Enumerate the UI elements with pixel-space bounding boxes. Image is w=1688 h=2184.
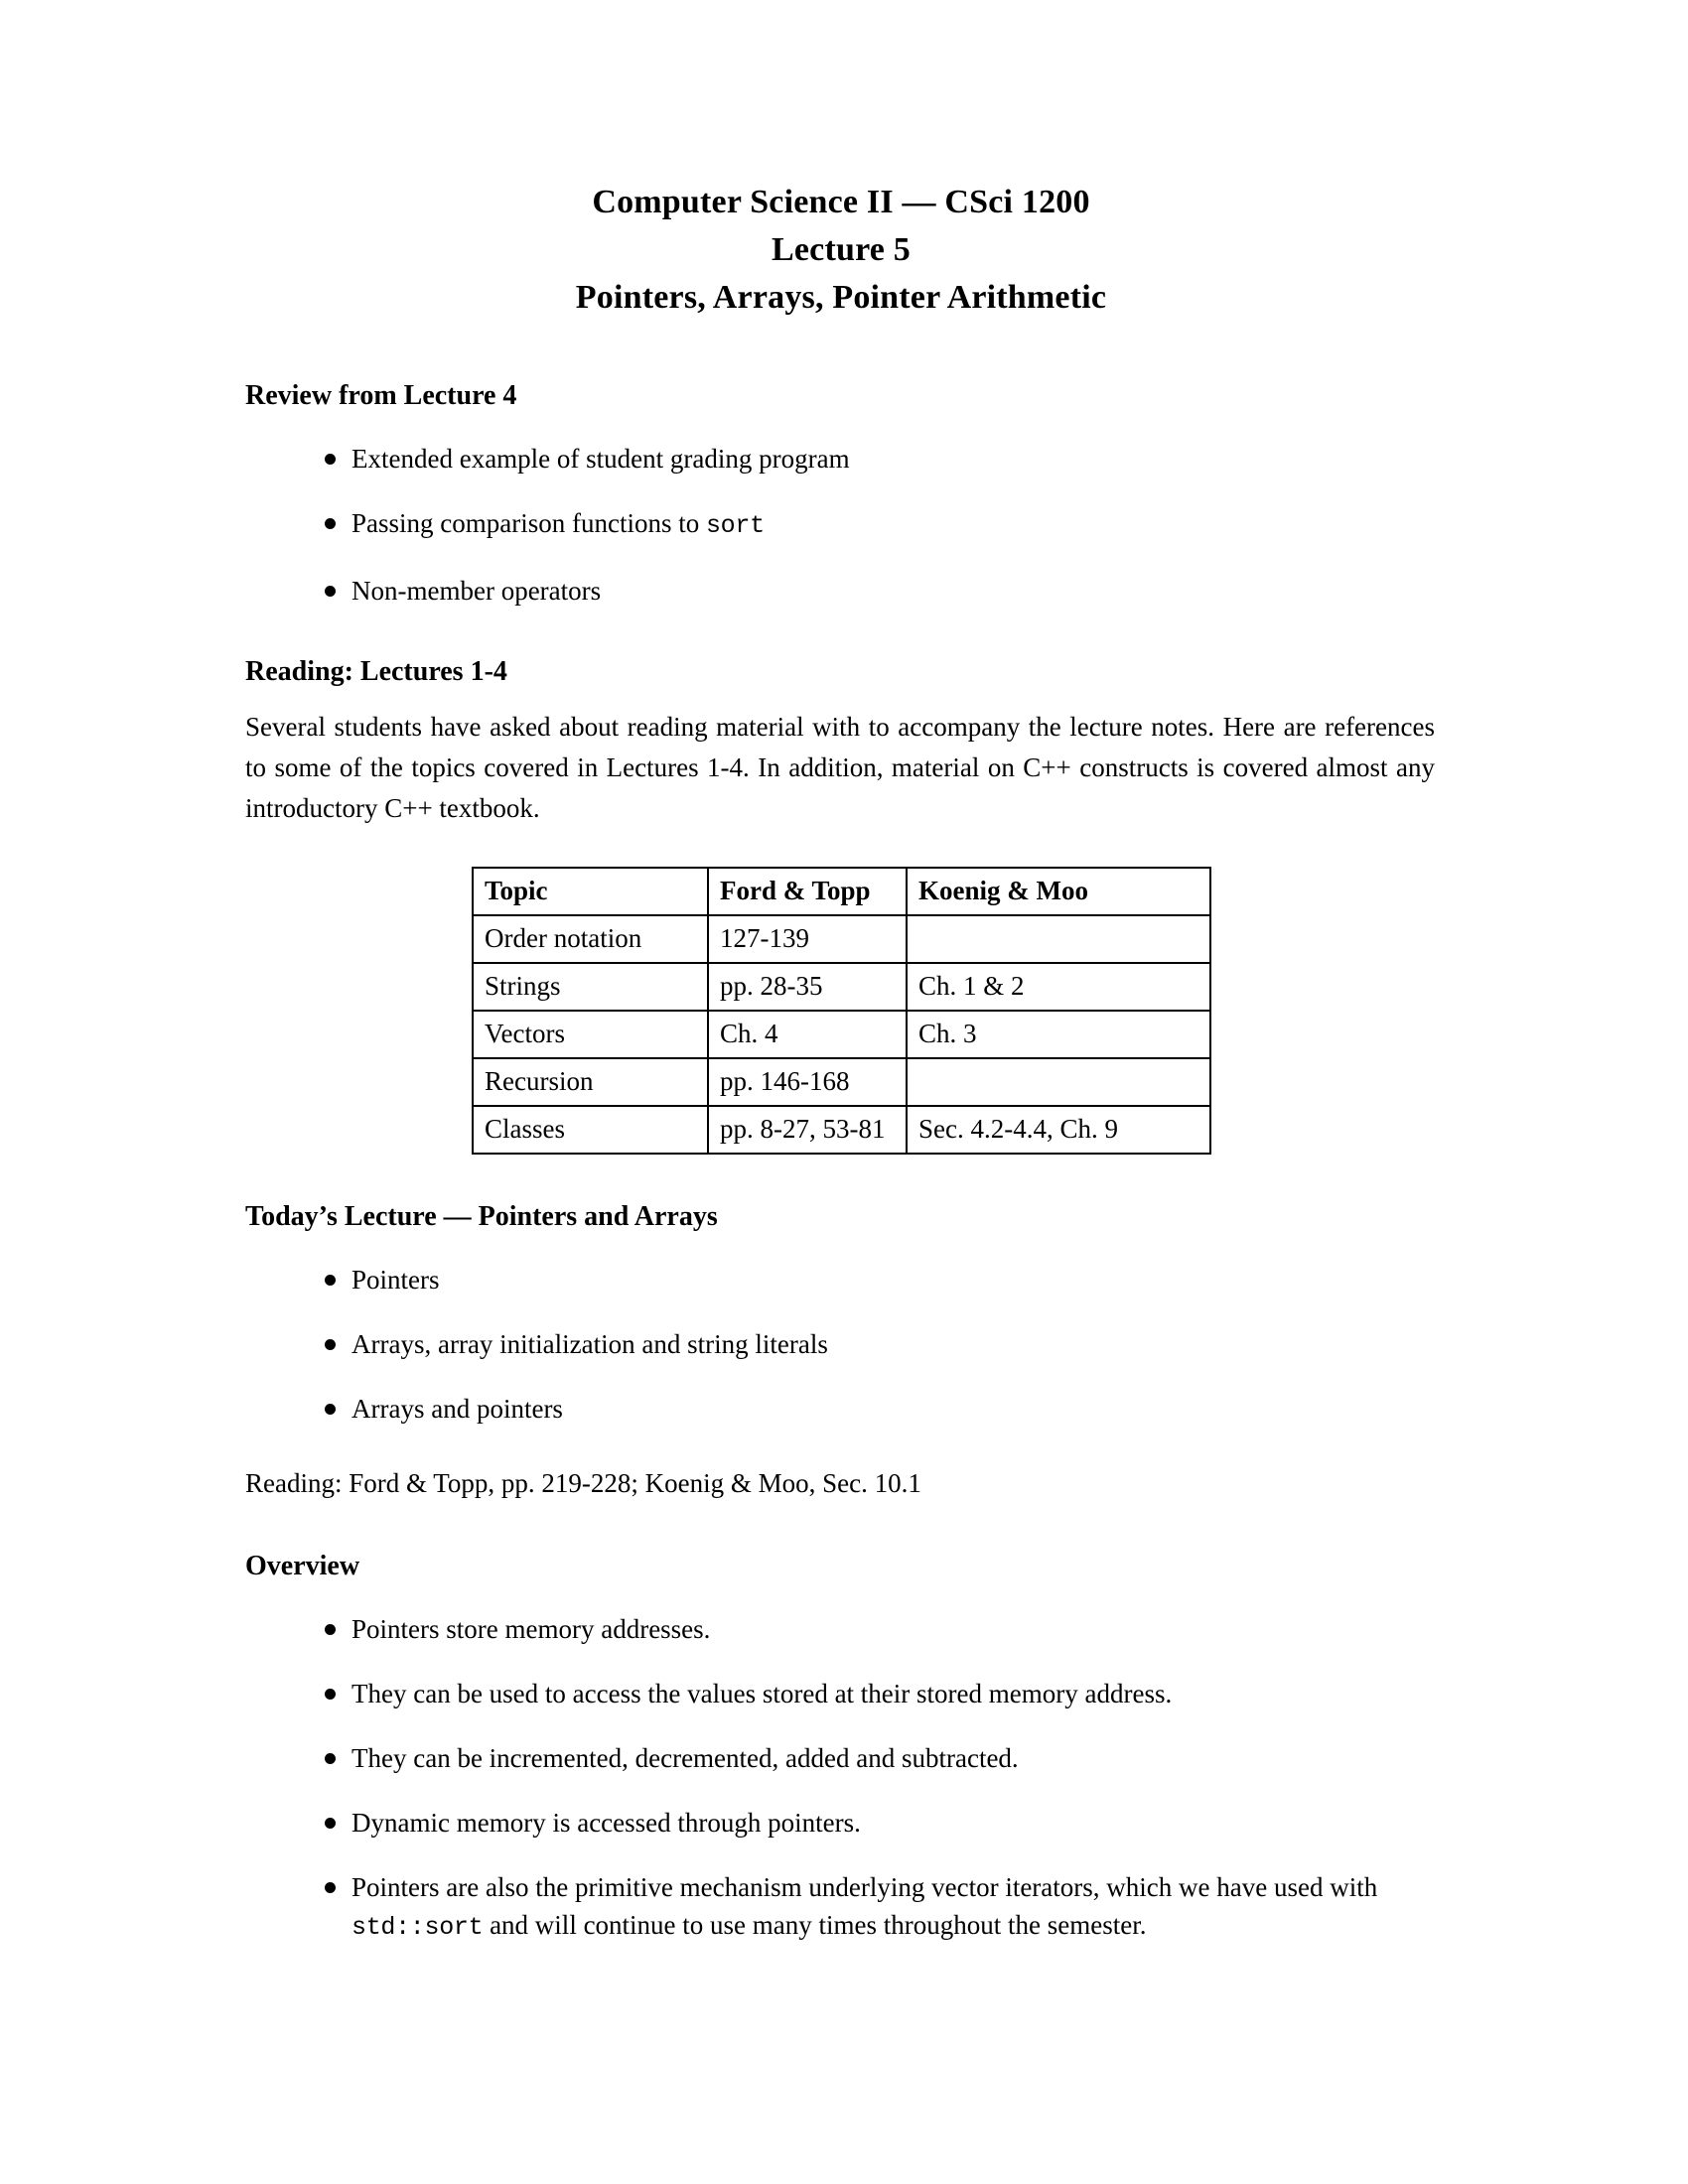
table-header-koenig-moo: Koenig & Moo <box>907 868 1210 915</box>
today-bullet-list <box>245 1261 1437 1428</box>
title-line-1: Computer Science II — CSci 1200 <box>592 184 1090 220</box>
bullet-dot-icon <box>325 1882 336 1893</box>
table-cell-ford-topp: pp. 28-35 <box>708 963 907 1011</box>
title-line-3: Pointers, Arrays, Pointer Arithmetic <box>575 279 1107 316</box>
heading-todays-lecture: Today’s Lecture — Pointers and Arrays <box>245 1201 718 1232</box>
table-cell-koenig-moo: Sec. 4.2-4.4, Ch. 9 <box>907 1106 1210 1154</box>
table-cell-topic: Classes <box>473 1106 708 1154</box>
table-cell-ford-topp: pp. 8-27, 53-81 <box>708 1106 907 1154</box>
list-item <box>245 1804 1437 1842</box>
table-row <box>473 963 1210 1011</box>
today-reading-line: Reading: Ford & Topp, pp. 219-228; Koenig & Moo, Sec. 10.1 <box>245 1468 921 1498</box>
list-item <box>245 440 1437 478</box>
inline-code: std::sort <box>352 1913 484 1942</box>
heading-overview: Overview <box>245 1551 360 1581</box>
bullet-dot-icon <box>325 1275 336 1286</box>
table-header-row <box>473 868 1210 915</box>
bullet-dot-icon <box>325 454 336 465</box>
list-item <box>245 1390 1437 1428</box>
list-item <box>245 1610 1437 1648</box>
document-content <box>245 179 1437 1947</box>
reading-paragraph: Several students have asked about reading material with to accompany the lecture notes. Here are references to some of the topics covered in Lectures 1-4. In addition, material on C++ constructs is covered almost any introductory C++ textbook. <box>245 712 1435 823</box>
table-cell-topic: Order notation <box>473 915 708 963</box>
list-item-label: Pointers <box>352 1265 440 1295</box>
table-row <box>473 1058 1210 1106</box>
table-cell-koenig-moo: Ch. 3 <box>907 1011 1210 1058</box>
table-row <box>473 1106 1210 1154</box>
table-cell-ford-topp: pp. 146-168 <box>708 1058 907 1106</box>
table-cell-topic: Vectors <box>473 1011 708 1058</box>
list-item-label: Pointers store memory addresses. <box>352 1614 711 1644</box>
list-item-label: Extended example of student grading program <box>352 444 850 474</box>
bullet-dot-icon <box>325 1818 336 1829</box>
list-item <box>245 572 1437 610</box>
table-header-ford-topp: Ford & Topp <box>708 868 907 915</box>
reading-reference-table <box>472 867 1211 1155</box>
document-title-block <box>245 179 1437 322</box>
review-bullet-list <box>245 440 1437 610</box>
table-cell-koenig-moo <box>907 1058 1210 1106</box>
bullet-dot-icon <box>325 586 336 597</box>
bullet-dot-icon <box>325 1689 336 1700</box>
list-item-label: They can be used to access the values stored at their stored memory address. <box>352 1679 1173 1708</box>
bullet-dot-icon <box>325 1624 336 1635</box>
bullet-dot-icon <box>325 1339 336 1350</box>
list-item-label: Pointers are also the primitive mechanism underlying vector iterators, which we have used with std::sort and will continue to use many times throughout the semester. <box>352 1872 1378 1942</box>
bullet-dot-icon <box>325 1404 336 1415</box>
overview-bullet-list <box>245 1610 1437 1947</box>
table-cell-koenig-moo <box>907 915 1210 963</box>
list-item-label: Arrays and pointers <box>352 1394 563 1424</box>
list-item-label: Non-member operators <box>352 576 602 606</box>
table-row <box>473 915 1210 963</box>
table-row <box>473 1011 1210 1058</box>
list-item <box>245 1325 1437 1363</box>
table-cell-ford-topp: 127-139 <box>708 915 907 963</box>
list-item <box>245 1739 1437 1777</box>
bullet-dot-icon <box>325 518 336 529</box>
heading-review-from-lecture-4: Review from Lecture 4 <box>245 380 517 411</box>
list-item-label: They can be incremented, decremented, added and subtracted. <box>352 1743 1019 1773</box>
table-cell-ford-topp: Ch. 4 <box>708 1011 907 1058</box>
heading-reading-lectures-1-4: Reading: Lectures 1-4 <box>245 656 507 687</box>
table-cell-koenig-moo: Ch. 1 & 2 <box>907 963 1210 1011</box>
list-item-label: Passing comparison functions to sort <box>352 508 765 540</box>
list-item <box>245 1261 1437 1298</box>
table-cell-topic: Recursion <box>473 1058 708 1106</box>
list-item <box>245 1675 1437 1712</box>
inline-code: sort <box>705 511 765 540</box>
title-line-2: Lecture 5 <box>772 231 911 268</box>
table-cell-topic: Strings <box>473 963 708 1011</box>
list-item <box>245 504 1437 545</box>
list-item <box>245 1868 1437 1947</box>
table-header-topic: Topic <box>473 868 708 915</box>
reading-table-wrapper <box>245 867 1437 1155</box>
bullet-dot-icon <box>325 1753 336 1764</box>
list-item-label: Arrays, array initialization and string literals <box>352 1329 828 1359</box>
list-item-label: Dynamic memory is accessed through pointers. <box>352 1808 861 1838</box>
